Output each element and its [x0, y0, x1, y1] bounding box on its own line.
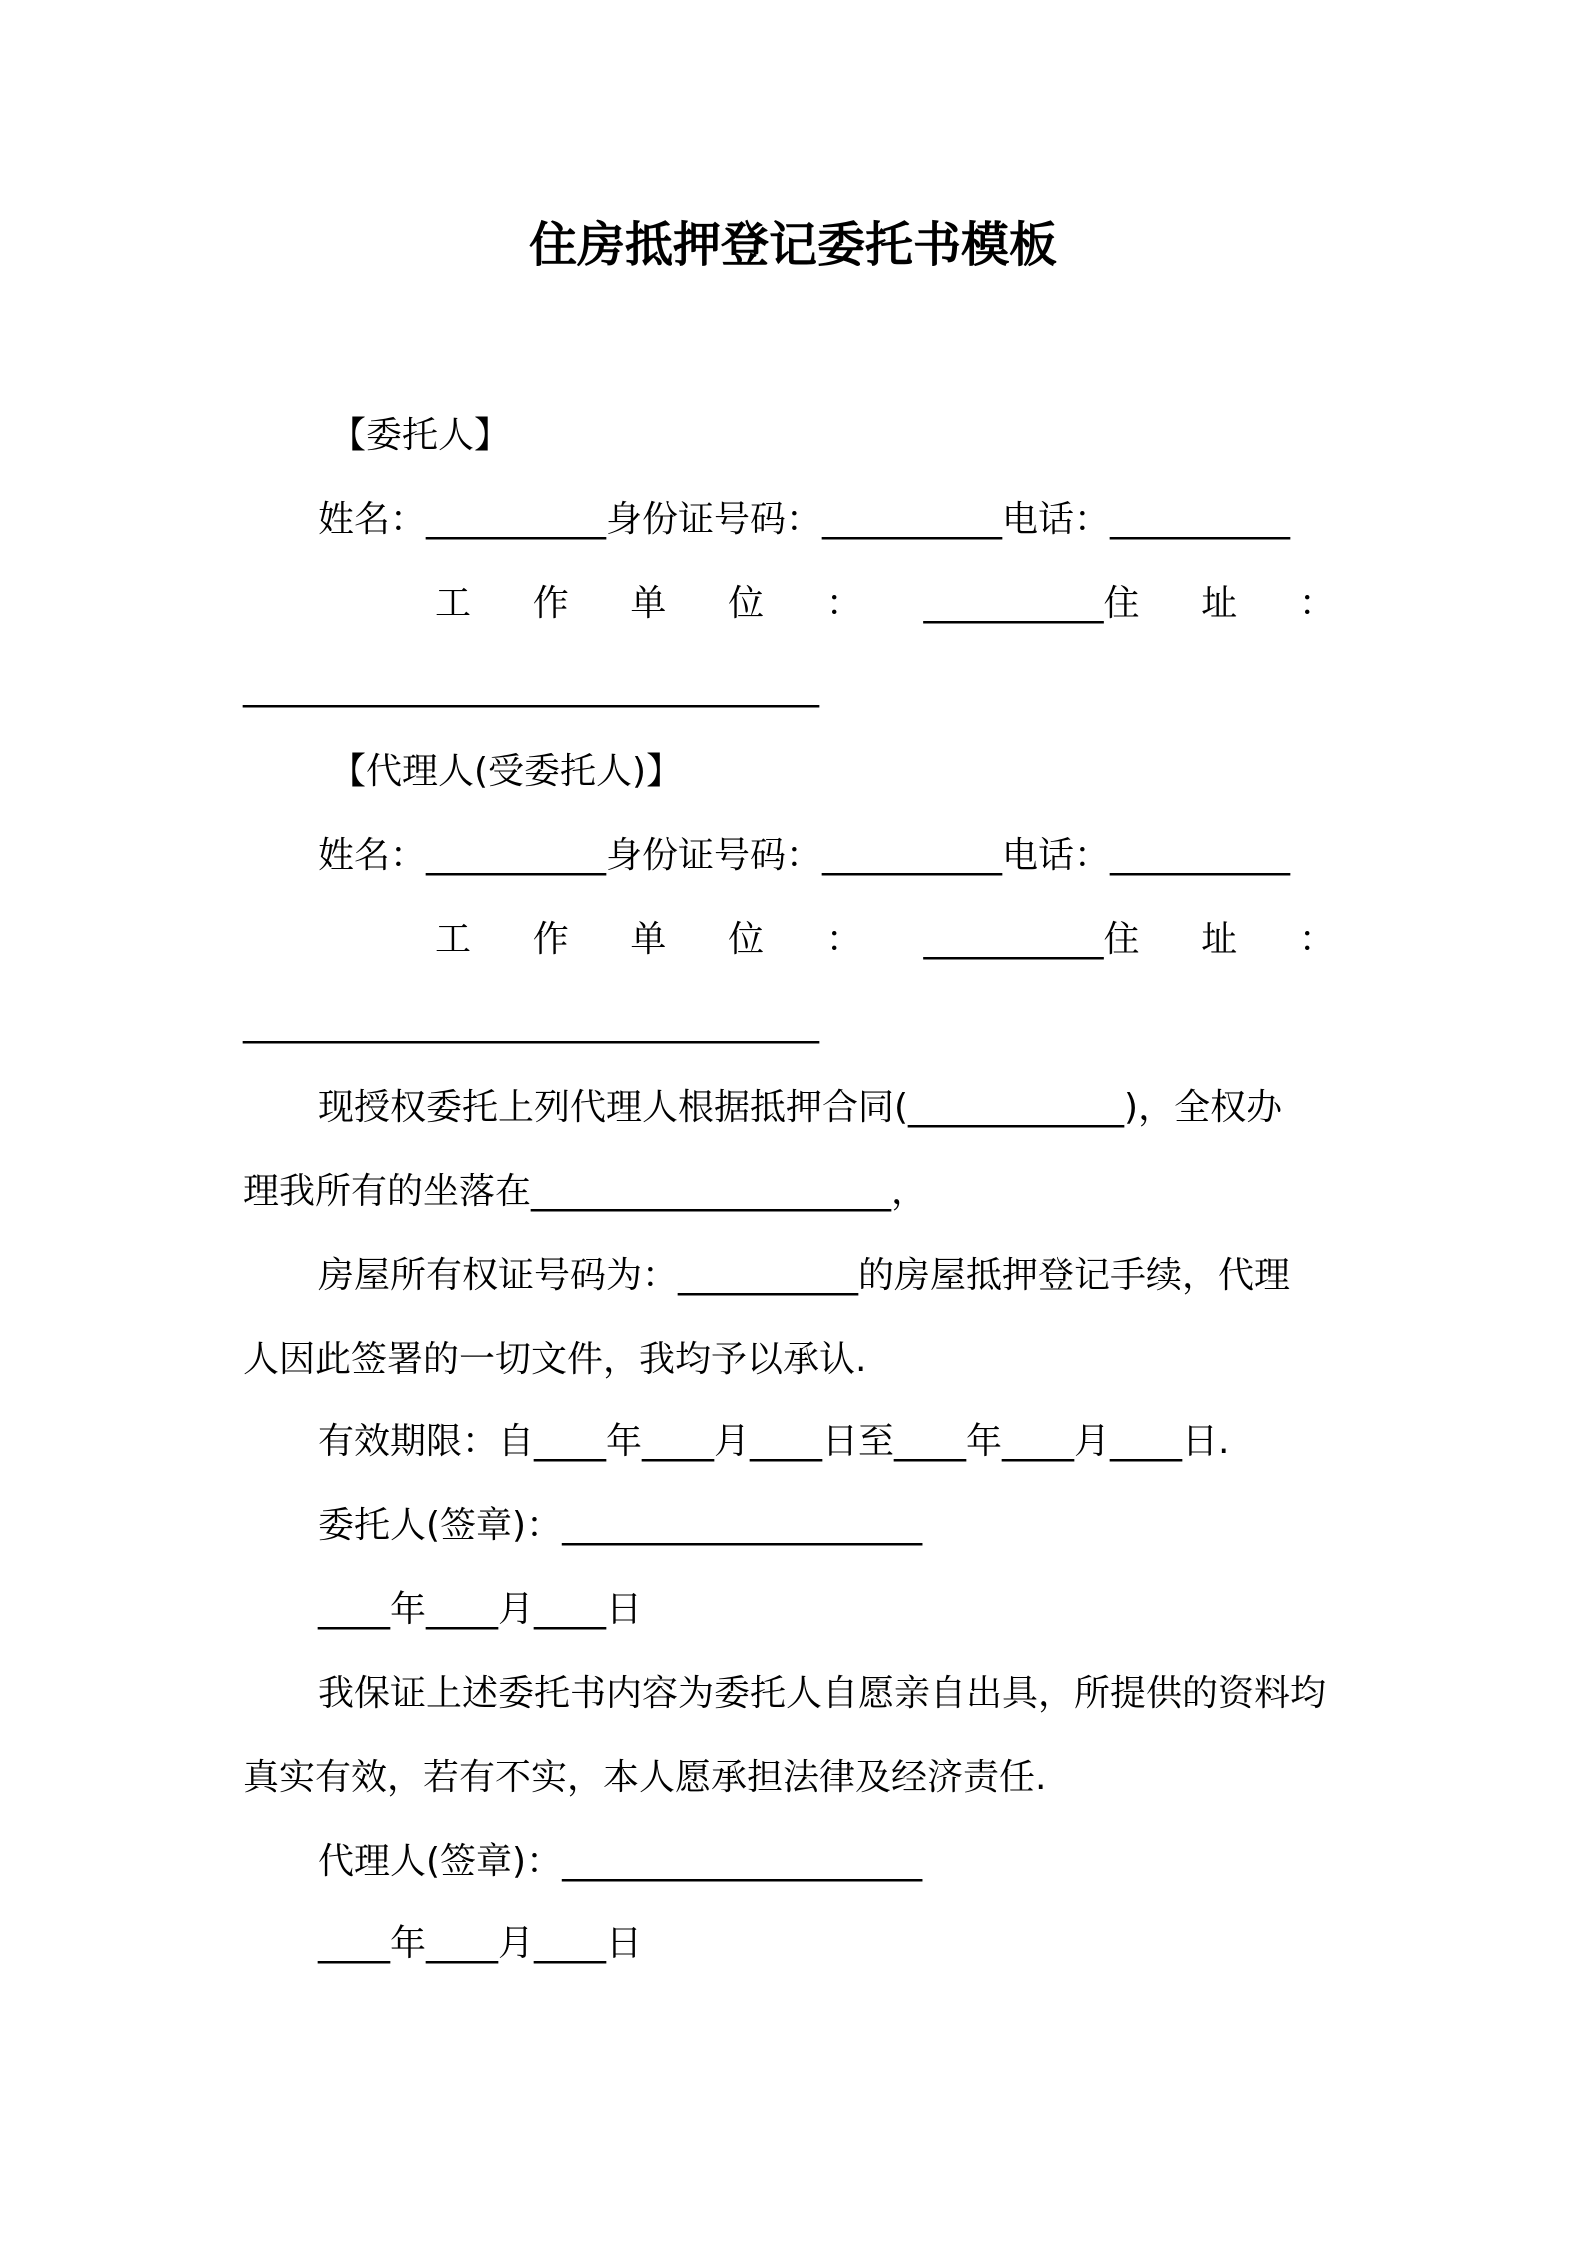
- authorization-paragraph-line1: 现授权委托上列代理人根据抵押合同(____________)，全权办: [318, 1087, 1283, 1128]
- agent-address-colon: ：: [1298, 919, 1335, 960]
- agent-workplace-char: 位: [728, 919, 765, 960]
- agent-address-char: 址: [1201, 919, 1238, 960]
- agent-signature-date: ____年____月____日: [318, 1923, 643, 1964]
- agent-name-id-phone-line: 姓名：__________身份证号码：__________电话：__________: [318, 835, 1291, 876]
- principal-signature-date: ____年____月____日: [318, 1589, 643, 1630]
- agent-address-blank: ________________________________: [243, 1003, 819, 1044]
- validity-period-line: 有效期限：自____年____月____日至____年____月____日.: [318, 1421, 1230, 1462]
- certificate-paragraph-line1: 房屋所有权证号码为：__________的房屋抵押登记手续，代理: [318, 1255, 1291, 1296]
- principal-workplace-colon: ：: [825, 583, 862, 624]
- document-title: 住房抵押登记委托书模板: [528, 217, 1057, 273]
- principal-address-char: 址: [1201, 583, 1238, 624]
- guarantee-paragraph-line1: 我保证上述委托书内容为委托人自愿亲自出具，所提供的资料均: [318, 1673, 1327, 1714]
- agent-workplace-colon: ：: [825, 919, 862, 960]
- principal-signature-line: 委托人(签章)：____________________: [318, 1505, 923, 1546]
- agent-signature-line: 代理人(签章)：____________________: [318, 1841, 923, 1882]
- agent-workplace-char: 作: [532, 919, 569, 960]
- agent-workplace-char: 单: [630, 919, 667, 960]
- principal-address-blank: ________________________________: [243, 667, 819, 708]
- agent-workplace-char: 工: [435, 919, 472, 960]
- principal-workplace-char: 工: [435, 583, 472, 624]
- authorization-paragraph-line2: 理我所有的坐落在____________________，: [243, 1171, 928, 1212]
- principal-name-id-phone-line: 姓名：__________身份证号码：__________电话：__________: [318, 499, 1291, 540]
- principal-workplace-blank-address: __________住: [923, 583, 1140, 624]
- agent-workplace-address-line: [435, 916, 1335, 964]
- certificate-paragraph-line2: 人因此签署的一切文件，我均予以承认.: [243, 1339, 867, 1380]
- agent-heading: 【代理人(受委托人)】: [330, 751, 683, 792]
- agent-workplace-blank-address: __________住: [923, 919, 1140, 960]
- principal-workplace-char: 位: [728, 583, 765, 624]
- guarantee-paragraph-line2: 真实有效，若有不实，本人愿承担法律及经济责任.: [243, 1757, 1047, 1798]
- principal-workplace-char: 作: [532, 583, 569, 624]
- principal-address-colon: ：: [1298, 583, 1335, 624]
- principal-heading: 【委托人】: [330, 415, 511, 456]
- principal-workplace-char: 单: [630, 583, 667, 624]
- principal-workplace-address-line: [435, 580, 1335, 628]
